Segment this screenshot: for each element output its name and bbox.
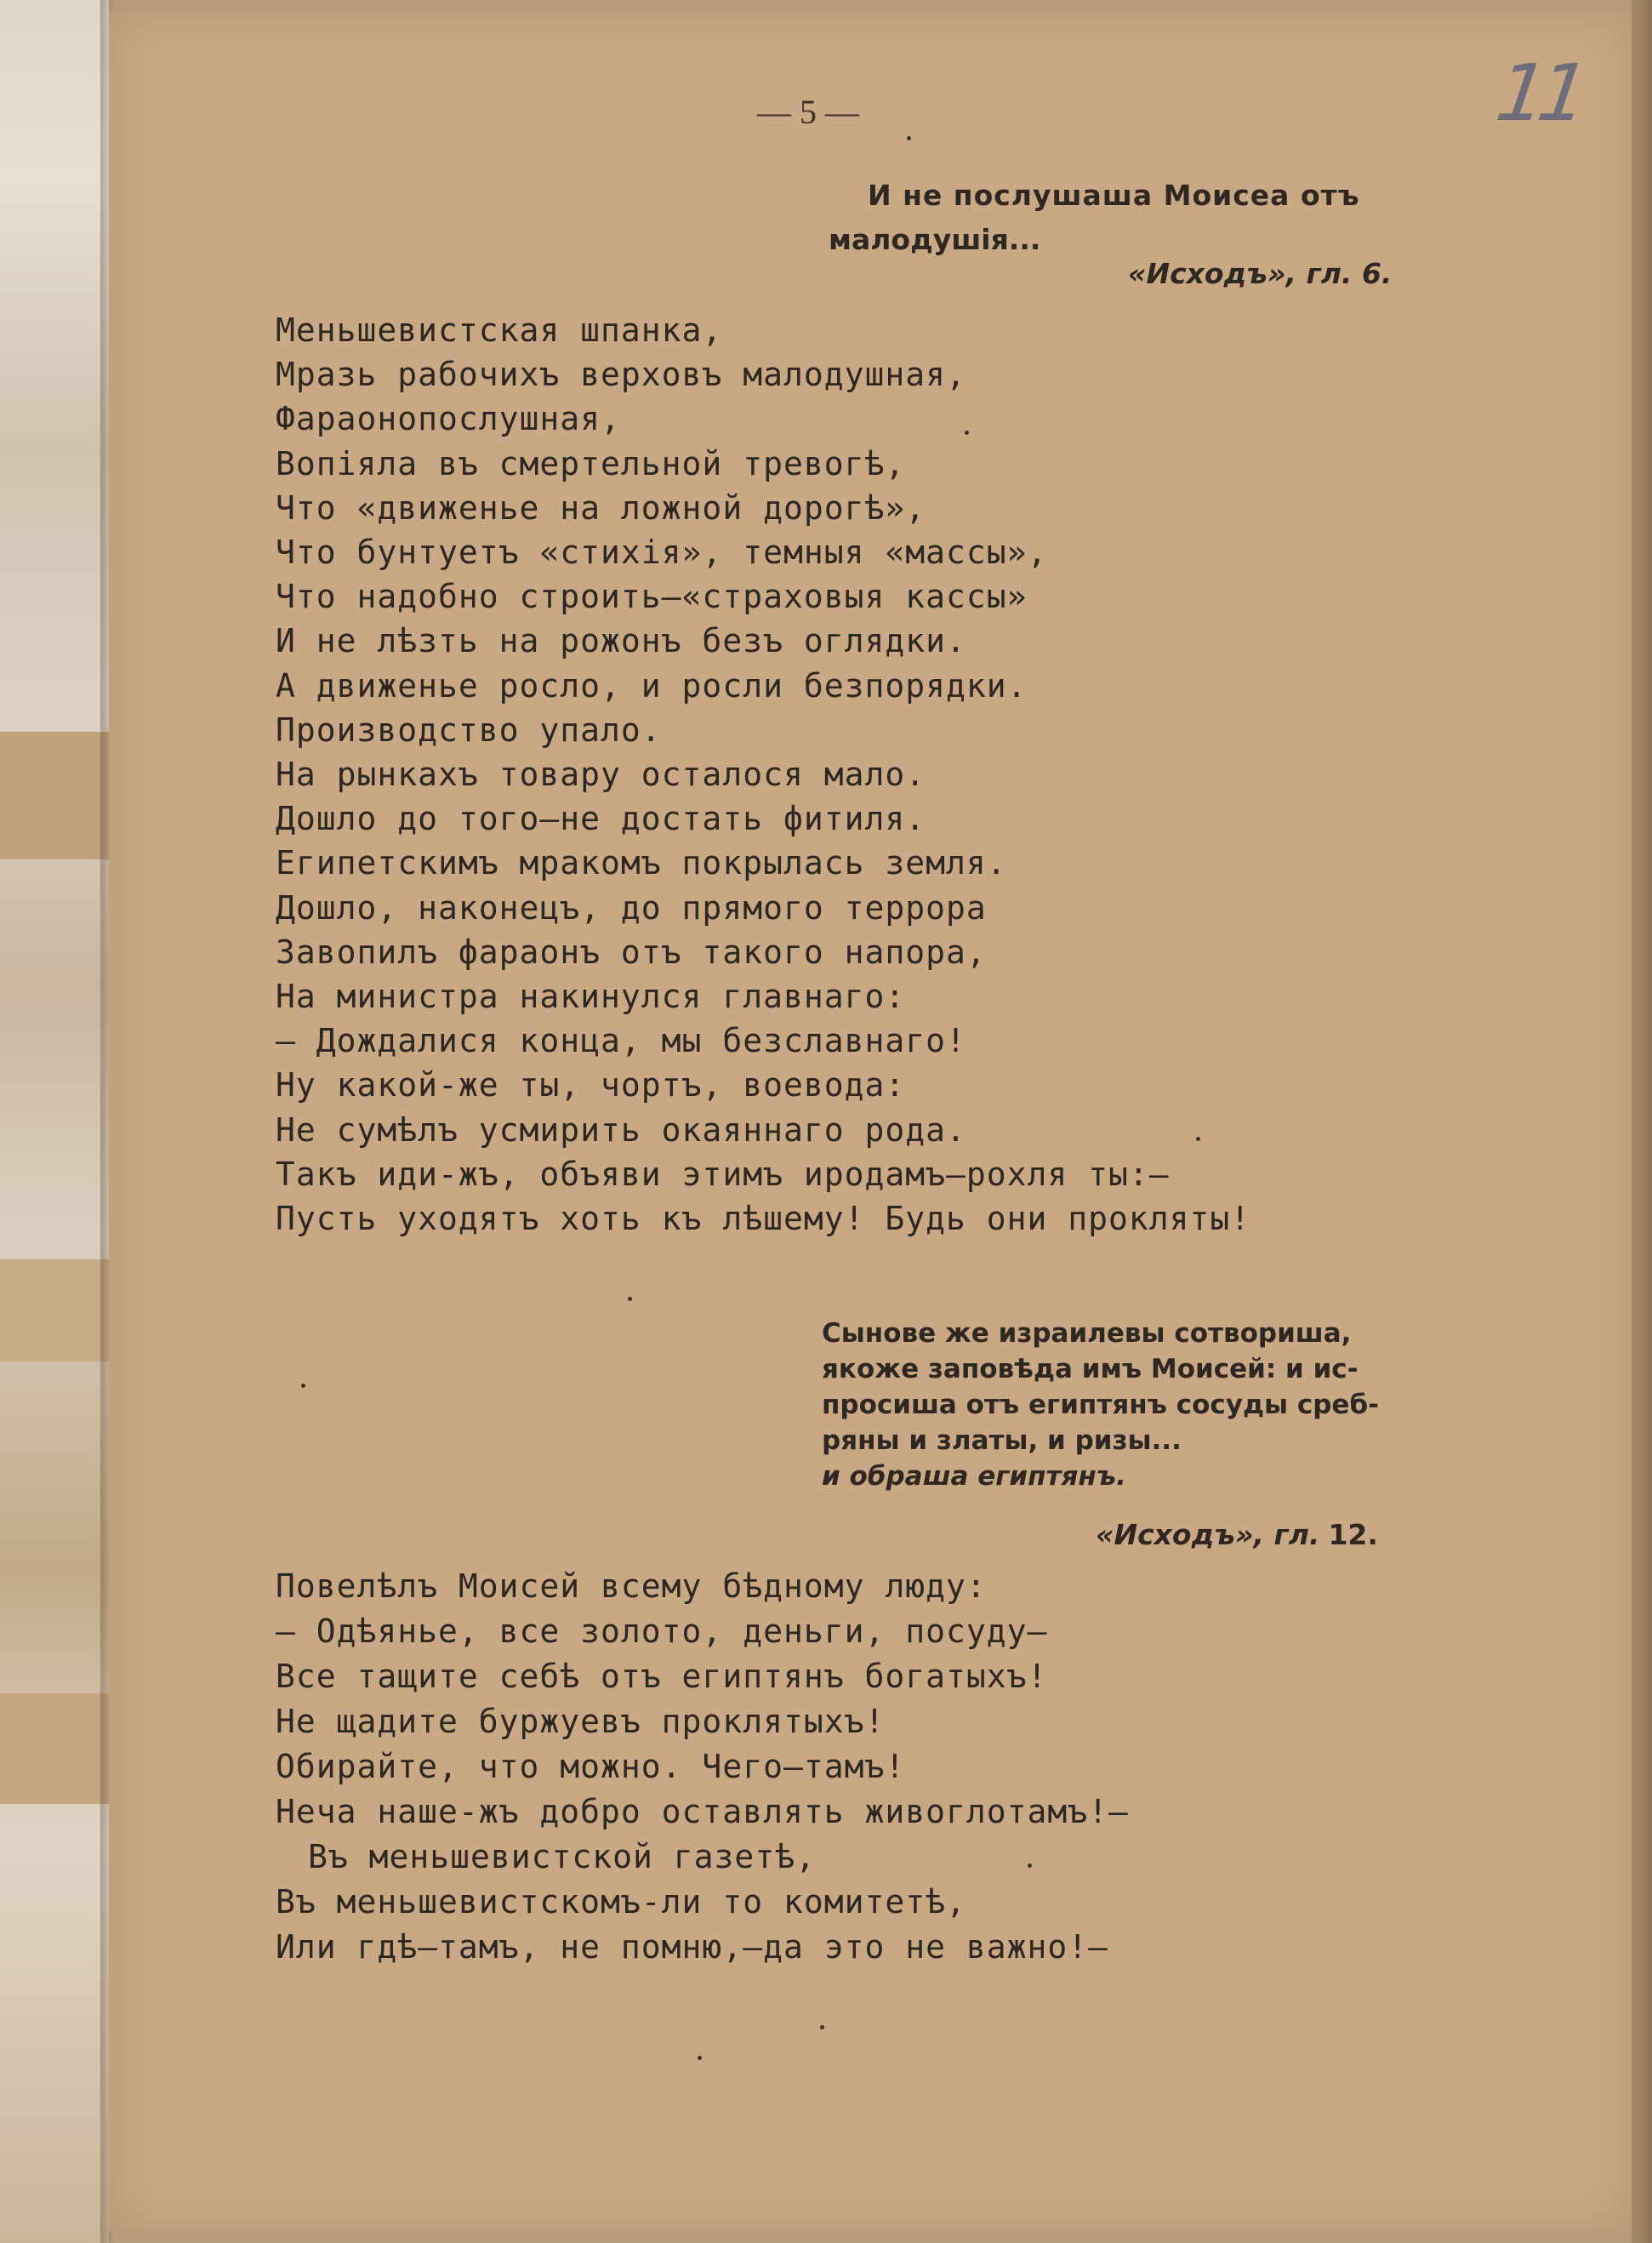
- verse-line: Что «движенье на ложной дорогѣ»,: [276, 488, 926, 527]
- verse-line: Фараонопослушная,: [276, 400, 621, 438]
- verse-line: Египетскимъ мракомъ покрылась земля.: [276, 844, 1007, 882]
- ink-speck: [628, 1297, 632, 1301]
- verse-line: Такъ иди-жъ, объяви этимъ иродамъ—рохля ты:—: [276, 1155, 1170, 1193]
- epigraph-1-source: «Исходъ», гл. 6.: [1128, 257, 1393, 290]
- verse-line: Что надобно строить—«страховыя кассы»: [276, 578, 1028, 616]
- ink-speck: [965, 431, 969, 435]
- verse-line: Не сумѣлъ усмирить окаяннаго рода.: [276, 1110, 966, 1149]
- verse-line: Пусть уходятъ хоть къ лѣшему! Будь они прокляты!: [276, 1200, 1251, 1238]
- epigraph-2-source-title: «Исходъ», гл.: [1096, 1518, 1320, 1551]
- verse-line: Меньшевистская шпанка,: [276, 311, 723, 349]
- poem-stanza-1: [276, 308, 1250, 1241]
- verse-line: Мразь рабочихъ верховъ малодушная,: [276, 356, 966, 394]
- verse-line: На министра накинулся главнаго:: [276, 978, 906, 1016]
- ink-speck: [301, 1384, 305, 1388]
- ink-speck: [1196, 1137, 1200, 1141]
- verse-line: Въ меньшевистской газетѣ,: [308, 1838, 816, 1875]
- verse-line: Дошло до того—не достать фитиля.: [276, 800, 926, 838]
- verse-line: Что бунтуетъ «стихія», темныя «массы»,: [276, 534, 1048, 572]
- ink-speck: [907, 136, 911, 140]
- verse-line: Производство упало.: [276, 711, 662, 749]
- verse-line: — Дождалися конца, мы безславнаго!: [276, 1022, 966, 1060]
- verse-line: Дошло, наконецъ, до прямого террора: [276, 888, 987, 927]
- verse-line: Въ меньшевистскомъ-ли то комитетѣ,: [276, 1883, 966, 1921]
- epigraph-2-line: просиша отъ египтянъ сосуды среб-: [822, 1390, 1379, 1420]
- epigraph-1-line-1: И не послушаша Моисеа отъ: [868, 179, 1360, 212]
- epigraph-2: [822, 1316, 1379, 1494]
- binding-spine: [0, 0, 109, 2243]
- epigraph-2-source-number: 12.: [1328, 1518, 1378, 1551]
- verse-line: Вопіяла въ смертельной тревогѣ,: [276, 444, 906, 482]
- verse-line: Ну какой-же ты, чортъ, воевода:: [276, 1066, 906, 1104]
- verse-line: Не щадите буржуевъ проклятыхъ!: [276, 1703, 886, 1740]
- epigraph-2-line: и обраша египтянъ.: [822, 1461, 1126, 1492]
- verse-line: — Одѣянье, все золото, деньги, посуду—: [276, 1612, 1048, 1650]
- spine-strip: [0, 1693, 109, 1804]
- poem-stanza-2: [276, 1564, 1129, 1970]
- epigraph-2-line: ряны и златы, и ризы...: [822, 1425, 1182, 1456]
- ink-speck: [1028, 1863, 1032, 1868]
- verse-line: Завопилъ фараонъ отъ такого напора,: [276, 933, 987, 971]
- spine-strip: [0, 732, 109, 859]
- page-number: — 5 —: [757, 93, 859, 131]
- epigraph-2-source: [1096, 1518, 1378, 1551]
- verse-line: Или гдѣ—тамъ, не помню,—да это не важно!—: [276, 1928, 1108, 1966]
- folio-pencil-mark: 11: [1490, 48, 1586, 139]
- ink-speck: [698, 2056, 702, 2060]
- epigraph-2-line: якоже заповѣда имъ Моисей: и ис-: [822, 1354, 1359, 1384]
- epigraph-1-line-2: малодушія...: [829, 223, 1041, 256]
- verse-line: Все тащите себѣ отъ египтянъ богатыхъ!: [276, 1658, 1048, 1695]
- ink-speck: [820, 2025, 824, 2029]
- page-edge: [1632, 0, 1652, 2243]
- verse-line: А движенье росло, и росли безпорядки.: [276, 666, 1028, 705]
- verse-line: Повелѣлъ Моисей всему бѣдному люду:: [276, 1567, 987, 1605]
- verse-line: Неча наше-жъ добро оставлять живоглотамъ!—: [276, 1793, 1129, 1830]
- epigraph-2-line: Сынове же израилевы сотвориша,: [822, 1318, 1352, 1349]
- verse-line: Обирайте, что можно. Чего—тамъ!: [276, 1748, 906, 1785]
- verse-line: И не лѣзть на рожонъ безъ оглядки.: [276, 622, 966, 660]
- verse-line: На рынкахъ товару осталося мало.: [276, 756, 926, 794]
- spine-strip: [0, 1259, 109, 1361]
